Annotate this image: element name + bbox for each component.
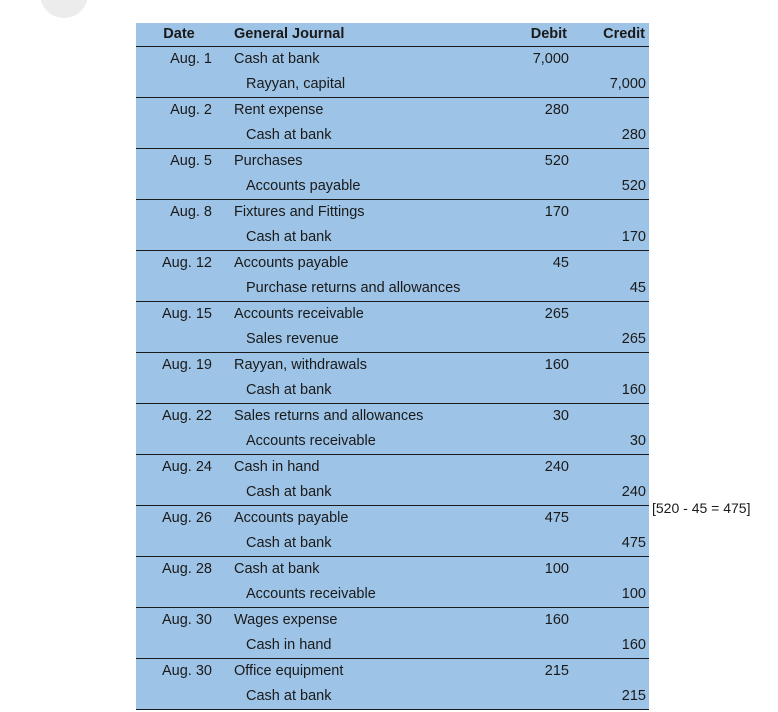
empty-date-cell bbox=[136, 225, 222, 251]
credit-account: Cash at bank bbox=[222, 123, 518, 149]
empty-date-cell bbox=[136, 480, 222, 506]
journal-entry-credit-row bbox=[136, 378, 649, 404]
debit-amount: 265 bbox=[544, 306, 569, 322]
empty-debit-cell bbox=[518, 174, 571, 200]
empty-credit-cell bbox=[571, 98, 649, 124]
debit-amount: 475 bbox=[544, 510, 569, 526]
debit-account: Accounts payable bbox=[234, 255, 349, 271]
journal-entry-credit-row bbox=[136, 327, 649, 353]
debit-account: Sales returns and allowances bbox=[234, 408, 424, 424]
debit-account: Rent expense bbox=[234, 102, 324, 118]
journal-entry-debit-row bbox=[136, 404, 649, 430]
credit-account: Rayyan, capital bbox=[222, 72, 518, 98]
credit-amount: 215 bbox=[571, 684, 649, 710]
empty-debit-cell bbox=[518, 276, 571, 302]
journal-entry-debit-row bbox=[136, 557, 649, 583]
entry-date: Aug. 30 bbox=[162, 663, 212, 679]
side-note: [520 - 45 = 475] bbox=[652, 500, 751, 516]
credit-amount: 7,000 bbox=[571, 72, 649, 98]
empty-debit-cell bbox=[518, 582, 571, 608]
journal-entry-debit-row bbox=[136, 251, 649, 277]
credit-account: Cash at bank bbox=[222, 480, 518, 506]
empty-date-cell bbox=[136, 123, 222, 149]
debit-account: Wages expense bbox=[234, 612, 338, 628]
header-debit: Debit bbox=[518, 23, 571, 47]
debit-account: Cash at bank bbox=[234, 51, 320, 67]
journal-entry-debit-row bbox=[136, 302, 649, 328]
credit-amount: 240 bbox=[571, 480, 649, 506]
journal-entry-debit-row bbox=[136, 98, 649, 124]
journal-entry-debit-row bbox=[136, 608, 649, 634]
empty-credit-cell bbox=[571, 251, 649, 277]
empty-credit-cell bbox=[571, 302, 649, 328]
journal-entry-debit-row bbox=[136, 659, 649, 685]
credit-account: Accounts payable bbox=[222, 174, 518, 200]
entry-date: Aug. 12 bbox=[162, 255, 212, 271]
credit-amount: 520 bbox=[571, 174, 649, 200]
journal-entry-debit-row bbox=[136, 506, 649, 532]
empty-debit-cell bbox=[518, 225, 571, 251]
entry-date: Aug. 28 bbox=[162, 561, 212, 577]
journal-entry-credit-row bbox=[136, 633, 649, 659]
journal-body bbox=[136, 47, 649, 710]
debit-account: Purchases bbox=[234, 153, 303, 169]
credit-account: Cash in hand bbox=[222, 633, 518, 659]
debit-account: Office equipment bbox=[234, 663, 344, 679]
debit-account: Rayyan, withdrawals bbox=[234, 357, 367, 373]
corner-decoration bbox=[40, 0, 88, 18]
debit-account: Fixtures and Fittings bbox=[234, 204, 365, 220]
credit-amount: 280 bbox=[571, 123, 649, 149]
journal-entry-credit-row bbox=[136, 123, 649, 149]
header-credit: Credit bbox=[571, 23, 649, 47]
credit-amount: 160 bbox=[571, 633, 649, 659]
credit-account: Accounts receivable bbox=[222, 429, 518, 455]
credit-amount: 170 bbox=[571, 225, 649, 251]
entry-date: Aug. 26 bbox=[162, 510, 212, 526]
credit-account: Cash at bank bbox=[222, 531, 518, 557]
journal-entry-credit-row bbox=[136, 582, 649, 608]
empty-credit-cell bbox=[571, 659, 649, 685]
debit-amount: 7,000 bbox=[532, 51, 569, 67]
empty-debit-cell bbox=[518, 123, 571, 149]
empty-credit-cell bbox=[571, 200, 649, 226]
empty-debit-cell bbox=[518, 378, 571, 404]
credit-account: Cash at bank bbox=[222, 378, 518, 404]
empty-debit-cell bbox=[518, 429, 571, 455]
entry-date: Aug. 30 bbox=[162, 612, 212, 628]
empty-date-cell bbox=[136, 582, 222, 608]
credit-amount: 30 bbox=[571, 429, 649, 455]
entry-date: Aug. 19 bbox=[162, 357, 212, 373]
empty-debit-cell bbox=[518, 72, 571, 98]
empty-credit-cell bbox=[571, 47, 649, 73]
debit-amount: 160 bbox=[544, 612, 569, 628]
credit-account: Accounts receivable bbox=[222, 582, 518, 608]
journal-entry-credit-row bbox=[136, 225, 649, 251]
debit-amount: 520 bbox=[544, 153, 569, 169]
empty-credit-cell bbox=[571, 557, 649, 583]
empty-debit-cell bbox=[518, 327, 571, 353]
entry-date: Aug. 5 bbox=[170, 153, 212, 169]
debit-amount: 30 bbox=[552, 408, 569, 424]
empty-debit-cell bbox=[518, 684, 571, 710]
entry-date: Aug. 24 bbox=[162, 459, 212, 475]
journal-entry-credit-row bbox=[136, 174, 649, 200]
credit-account: Sales revenue bbox=[222, 327, 518, 353]
journal-entry-debit-row bbox=[136, 455, 649, 481]
credit-amount: 160 bbox=[571, 378, 649, 404]
empty-date-cell bbox=[136, 327, 222, 353]
empty-credit-cell bbox=[571, 149, 649, 175]
debit-account: Accounts payable bbox=[234, 510, 349, 526]
entry-date: Aug. 15 bbox=[162, 306, 212, 322]
debit-amount: 170 bbox=[544, 204, 569, 220]
empty-credit-cell bbox=[571, 608, 649, 634]
journal-entry-credit-row bbox=[136, 276, 649, 302]
empty-date-cell bbox=[136, 378, 222, 404]
entry-date: Aug. 2 bbox=[170, 102, 212, 118]
credit-account: Cash at bank bbox=[222, 225, 518, 251]
debit-account: Cash at bank bbox=[234, 561, 320, 577]
empty-debit-cell bbox=[518, 633, 571, 659]
empty-date-cell bbox=[136, 174, 222, 200]
journal-entry-credit-row bbox=[136, 684, 649, 710]
header-date: Date bbox=[136, 23, 222, 47]
empty-credit-cell bbox=[571, 353, 649, 379]
journal-entry-debit-row bbox=[136, 47, 649, 73]
empty-debit-cell bbox=[518, 480, 571, 506]
header-row bbox=[136, 23, 649, 47]
empty-credit-cell bbox=[571, 404, 649, 430]
credit-account: Cash at bank bbox=[222, 684, 518, 710]
empty-credit-cell bbox=[571, 506, 649, 532]
empty-credit-cell bbox=[571, 455, 649, 481]
journal-entry-credit-row bbox=[136, 429, 649, 455]
entry-date: Aug. 8 bbox=[170, 204, 212, 220]
empty-date-cell bbox=[136, 633, 222, 659]
debit-account: Accounts receivable bbox=[234, 306, 364, 322]
empty-date-cell bbox=[136, 72, 222, 98]
credit-amount: 100 bbox=[571, 582, 649, 608]
credit-amount: 45 bbox=[571, 276, 649, 302]
debit-amount: 215 bbox=[544, 663, 569, 679]
empty-date-cell bbox=[136, 531, 222, 557]
journal-entry-credit-row bbox=[136, 531, 649, 557]
debit-amount: 100 bbox=[544, 561, 569, 577]
entry-date: Aug. 22 bbox=[162, 408, 212, 424]
empty-date-cell bbox=[136, 684, 222, 710]
journal-entry-debit-row bbox=[136, 353, 649, 379]
empty-debit-cell bbox=[518, 531, 571, 557]
header-account: General Journal bbox=[222, 23, 518, 47]
empty-date-cell bbox=[136, 276, 222, 302]
journal-entry-debit-row bbox=[136, 149, 649, 175]
journal-entry-debit-row bbox=[136, 200, 649, 226]
debit-amount: 280 bbox=[544, 102, 569, 118]
credit-amount: 475 bbox=[571, 531, 649, 557]
general-journal-table bbox=[136, 23, 649, 710]
journal-entry-credit-row bbox=[136, 72, 649, 98]
credit-account: Purchase returns and allowances bbox=[222, 276, 518, 302]
debit-amount: 240 bbox=[544, 459, 569, 475]
entry-date: Aug. 1 bbox=[170, 51, 212, 67]
debit-account: Cash in hand bbox=[234, 459, 320, 475]
journal-entry-credit-row bbox=[136, 480, 649, 506]
empty-date-cell bbox=[136, 429, 222, 455]
credit-amount: 265 bbox=[571, 327, 649, 353]
debit-amount: 160 bbox=[544, 357, 569, 373]
debit-amount: 45 bbox=[552, 255, 569, 271]
